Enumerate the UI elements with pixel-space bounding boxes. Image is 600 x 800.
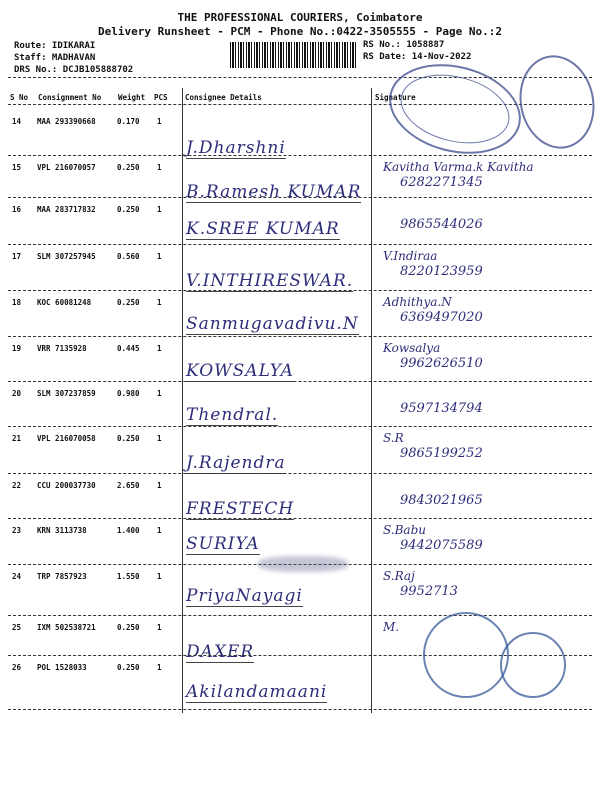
row-consignment: TRP 7857923 [37,572,87,581]
row-sno: 25 [12,623,22,632]
row-consignment: KOC 60081248 [37,298,92,307]
signature-text: S.R [383,431,404,445]
row-pcs: 1 [157,344,162,353]
row-pcs: 1 [157,526,162,535]
row-divider [8,381,592,382]
col-header-consignment: Consignment No [38,93,102,102]
row-weight: 0.170 [117,117,140,126]
row-divider [8,244,592,245]
row-consignment: VPL 216070058 [37,434,96,443]
col-header-weight: Weight [118,93,146,102]
consignee-name: K.SREE KUMAR [186,219,340,239]
row-sno: 20 [12,389,22,398]
rs-number: RS No.: 1058887 [363,40,445,50]
row-sno: 15 [12,163,22,172]
row-consignment: MAA 283717832 [37,205,96,214]
row-sno: 14 [12,117,22,126]
row-consignment: MAA 293390668 [37,117,96,126]
drs-number: DRS No.: DCJB105888702 [14,65,134,75]
col-header-sno: S No [10,93,29,102]
row-weight: 0.560 [117,252,140,261]
row-pcs: 1 [157,572,162,581]
ink-smudge [258,556,348,572]
row-weight: 0.250 [117,663,140,672]
column-divider [182,88,183,713]
page-subtitle: Delivery Runsheet - PCM - Phone No.:0422-3505555 - Page No.:2 [98,25,502,38]
stamp-college [380,51,531,167]
consignee-name: V.INTHIRESWAR. [186,271,354,291]
consignee-name: J.Rajendra [186,453,286,473]
row-pcs: 1 [157,481,162,490]
consignee-name: Akilandamaani [186,682,328,702]
consignee-name: KOWSALYA [186,361,294,381]
signature-phone: 9865199252 [400,446,483,461]
route-label: Route: IDIKARAI [14,41,96,51]
consignee-name: SURIYA [186,534,260,554]
row-pcs: 1 [157,434,162,443]
row-pcs: 1 [157,205,162,214]
barcode [230,42,356,68]
signature-phone: 9597134794 [400,401,483,416]
row-divider [8,426,592,427]
stamp-kavitha [511,48,600,155]
row-weight: 0.250 [117,163,140,172]
consignee-name: Sanmugavadivu.N [186,314,359,334]
signature-phone: 9962626510 [400,356,483,371]
row-pcs: 1 [157,663,162,672]
row-sno: 22 [12,481,22,490]
row-weight: 0.250 [117,434,140,443]
row-divider [8,615,592,616]
row-pcs: 1 [157,252,162,261]
row-divider [8,290,592,291]
row-weight: 0.980 [117,389,140,398]
signature-phone: 8220123959 [400,264,483,279]
consignee-name: DAXER [186,642,255,662]
consignee-name: J.Dharshni [186,138,286,158]
row-weight: 0.250 [117,298,140,307]
consignee-name: Thendral. [186,405,279,425]
signature-phone: 9952713 [400,584,458,599]
row-divider [8,518,592,519]
row-sno: 16 [12,205,22,214]
signature-text: S.Raj [383,569,415,583]
row-consignment: KRN 3113738 [37,526,87,535]
row-pcs: 1 [157,163,162,172]
row-consignment: VRR 7135928 [37,344,87,353]
row-weight: 1.550 [117,572,140,581]
row-weight: 0.250 [117,205,140,214]
signature-text: S.Babu [383,523,426,537]
row-sno: 23 [12,526,22,535]
signature-text: Kowsalya [383,341,441,355]
consignee-name: PriyaNayagi [186,586,303,606]
signature-phone: 9865544026 [400,217,483,232]
row-consignment: VPL 216070057 [37,163,96,172]
signature-phone: 9442075589 [400,538,483,553]
row-consignment: SLM 307257945 [37,252,96,261]
row-consignment: IXM 502538721 [37,623,96,632]
staff-label: Staff: MADHAVAN [14,53,96,63]
row-sno: 18 [12,298,22,307]
row-consignment: POL 1528033 [37,663,87,672]
signature-phone: 9843021965 [400,493,483,508]
row-consignment: CCU 200037730 [37,481,96,490]
row-pcs: 1 [157,623,162,632]
row-weight: 0.445 [117,344,140,353]
row-sno: 26 [12,663,22,672]
signature-text: V.Indiraa [383,249,438,263]
row-sno: 24 [12,572,22,581]
stamp-cbe [500,632,566,698]
row-sno: 21 [12,434,22,443]
col-header-consignee: Consignee Details [185,93,262,102]
signature-text: Kavitha Varma.k Kavitha [383,160,534,174]
signature-phone: 6369497020 [400,310,483,325]
row-weight: 2.650 [117,481,140,490]
consignee-name: FRESTECH [186,499,295,519]
row-pcs: 1 [157,389,162,398]
row-sno: 17 [12,252,22,261]
signature-text: Adhithya.N [383,295,452,309]
row-divider [8,709,592,710]
stamp-trading [423,612,509,698]
divider-top [8,77,592,78]
row-divider [8,197,592,198]
row-divider [8,336,592,337]
page-title: THE PROFESSIONAL COURIERS, Coimbatore [177,11,423,24]
row-pcs: 1 [157,298,162,307]
consignee-name: B.Ramesh KUMAR [186,182,362,202]
row-weight: 0.250 [117,623,140,632]
signature-phone: 6282271345 [400,175,483,190]
row-divider [8,473,592,474]
rs-date: RS Date: 14-Nov-2022 [363,52,472,62]
row-weight: 1.400 [117,526,140,535]
col-header-pcs: PCS [154,93,168,102]
signature-text: M. [383,620,400,634]
row-consignment: SLM 307237859 [37,389,96,398]
row-sno: 19 [12,344,22,353]
row-pcs: 1 [157,117,162,126]
col-header-signature: Signature [375,93,416,102]
column-divider [371,88,372,713]
